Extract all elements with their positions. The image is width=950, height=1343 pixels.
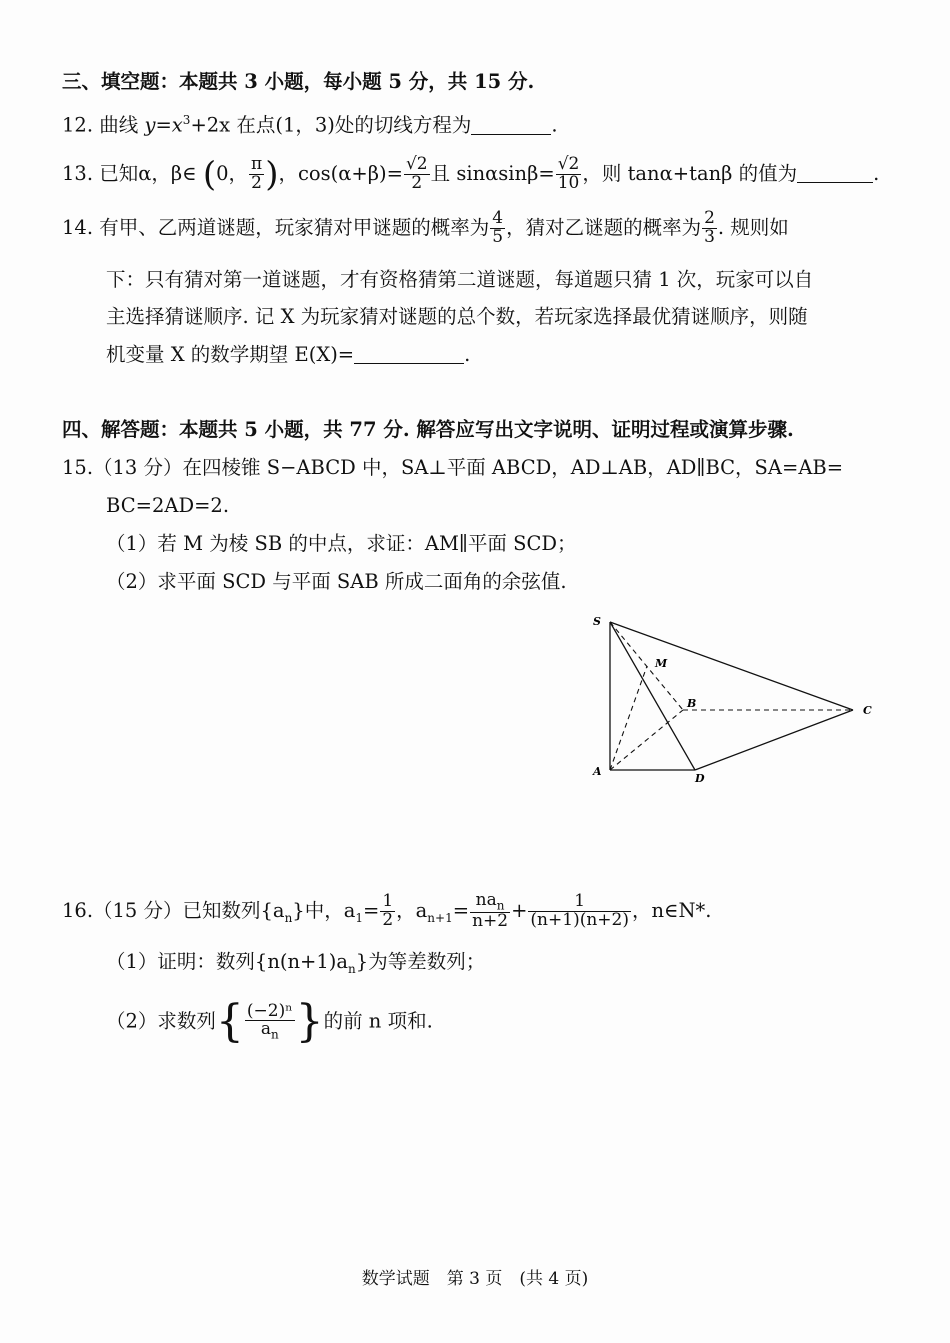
label-M: M [655, 657, 668, 670]
q13-zero: 0， [216, 161, 248, 185]
edge-SD [610, 622, 695, 770]
q12-text-a: 曲线 [99, 113, 139, 137]
question-14-line-1 [62, 210, 789, 247]
q14-number: 14. [62, 215, 94, 239]
question-16-line-1 [62, 892, 711, 931]
q16-p2-text-c: 的前 n 项和. [323, 1009, 433, 1033]
label-A: A [593, 765, 602, 778]
question-16-part-2 [106, 996, 433, 1047]
q16-frac-half: $\frac{1}{2}$ [382, 891, 394, 930]
q16-p2-text-a: （2）求数列 [106, 1009, 216, 1033]
q16-sub-1: 1 [355, 910, 363, 925]
q13-right-paren: ) [265, 154, 279, 195]
label-D: D [695, 772, 705, 785]
q16-frac-nan: $\frac{na_n}{n+2}$ [472, 890, 509, 931]
q13-answer-blank[interactable] [797, 182, 873, 183]
q13-left-paren: ( [202, 154, 217, 195]
question-14-line-2: 下：只有猜对第一道谜题，才有资格猜第二道谜题，每道题只猜 1 次，玩家可以自 [106, 268, 814, 291]
section-4-title: 四、解答题：本题共 5 小题，共 77 分. 解答应写出文字说明、证明过程或演算步骤. [62, 418, 794, 441]
q14-text-4: 机变量 X 的数学期望 E(X)= [106, 343, 355, 366]
q16-text-b: }中，a [292, 898, 356, 922]
question-12: 12. 曲线 $y=x^3+2x$ 在点(1，3)处的切线方程为 . [62, 113, 558, 137]
q16-plus: + [511, 898, 528, 922]
q13-text-d: ，则 tanα+tanβ 的值为 [582, 161, 798, 185]
section-3-title: 三、填空题：本题共 3 小题，每小题 5 分，共 15 分. [62, 70, 535, 93]
q16-left-brace: { [215, 996, 244, 1047]
q14-text-1a: 有甲、乙两道谜题，玩家猜对甲谜题的概率为 [99, 215, 490, 239]
label-B: B [687, 697, 697, 710]
q14-frac-4-5: $\frac{4}{5}$ [492, 208, 504, 247]
q16-p2-frac: $\frac{\text{(−2)ⁿ}}{a_n}$ [246, 1000, 293, 1042]
q13-text-b: ，cos(α+β)= [278, 161, 403, 185]
q13-root2-over-2: $\frac{√2}{2}$ [405, 154, 428, 193]
q16-frac-recip: $\frac{1}{(n+1)(n+2)}$ [530, 891, 629, 930]
question-13: 13. 已知α，β∈ (0， $\frac{\pi}{2}$ )，cos(α+β)= $\frac{√2}{2}$ 且 sinαsinβ= $\frac{√2}{10}$ ，则 tanα+tanβ 的值为 . [62, 154, 880, 195]
edge-DC [695, 710, 853, 770]
q14-text-1c: . 规则如 [717, 215, 789, 239]
q16-p1-text-b: {n(n+1)a [254, 950, 349, 973]
q12-number: 12. [62, 113, 94, 137]
label-S: S [593, 615, 601, 628]
q12-text-b: +2x 在点(1，3)处的切线方程为 [190, 113, 472, 137]
q14-answer-blank[interactable] [354, 363, 464, 364]
q12-answer-blank[interactable] [471, 134, 551, 135]
question-15-line-1: 15.（13 分）在四棱锥 S−ABCD 中，SA⊥平面 ABCD，AD⊥AB，AD∥BC，SA=AB= [62, 456, 844, 479]
question-16-part-1 [106, 952, 485, 975]
q13-pi-over-2: $\frac{\pi}{2}$ [251, 154, 263, 193]
q14-text-1b: ，猜对乙谜题的概率为 [506, 215, 702, 239]
question-14-line-4: 机变量 X 的数学期望 E(X)= . [106, 343, 471, 366]
pyramid-diagram [585, 610, 885, 795]
q16-eq2: = [452, 898, 470, 922]
q12-exponent: 3 [182, 113, 191, 127]
q16-p1-text-a: （1）证明：数列 [106, 950, 255, 973]
q16-text-a: 16.（15 分）已知数列{a [62, 898, 285, 922]
question-15-line-2: BC=2AD=2. [106, 494, 230, 517]
q16-p1-sub: n [348, 961, 356, 976]
q13-number: 13. [62, 161, 94, 185]
question-15-part-2: （2）求平面 SCD 与平面 SAB 所成二面角的余弦值. [106, 570, 567, 593]
label-C: C [863, 704, 872, 717]
q13-text-a: 已知α，β∈ [99, 161, 197, 185]
q12-function: y=x [144, 113, 183, 137]
q16-text-c: ，a [396, 898, 428, 922]
q16-sub-n1: n+1 [427, 910, 453, 925]
q16-text-d: ，n∈N*. [631, 898, 712, 922]
question-14-line-3: 主选择猜谜顺序. 记 X 为玩家猜对谜题的总个数，若玩家选择最优猜谜顺序，则随 [106, 305, 808, 328]
question-15-part-1: （1）若 M 为棱 SB 的中点，求证：AM∥平面 SCD； [106, 532, 577, 555]
q16-right-brace: } [295, 996, 324, 1047]
q16-sub-n: n [284, 910, 293, 925]
page-footer: 数学试题 第 3 页 (共 4 页) [361, 1269, 589, 1289]
q16-p1-text-c: }为等差数列； [355, 950, 486, 973]
q13-text-c: 且 sinαsinβ= [430, 161, 555, 185]
q16-eq: = [362, 898, 380, 922]
q13-root2-over-10: $\frac{√2}{10}$ [557, 154, 580, 193]
q14-frac-2-3: $\frac{2}{3}$ [704, 208, 715, 247]
segment-AM [610, 666, 647, 770]
